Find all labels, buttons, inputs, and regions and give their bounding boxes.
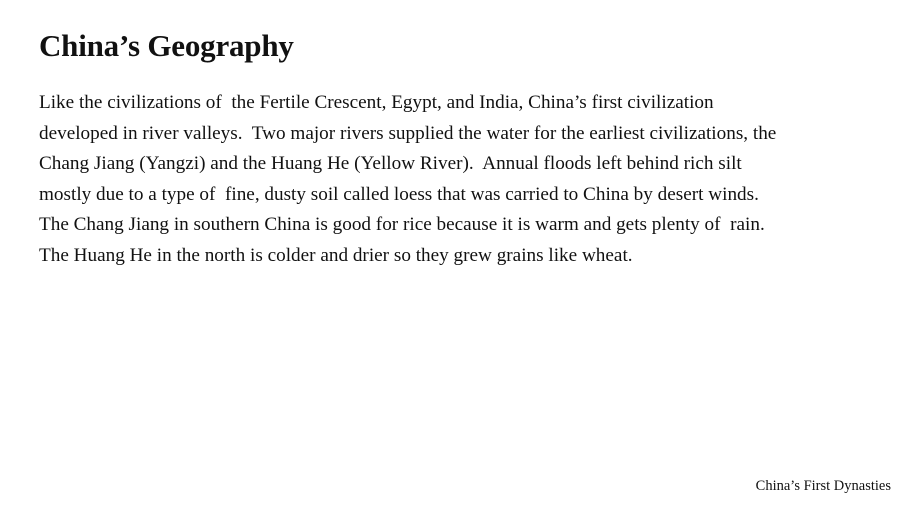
body-line: The Huang He in the north is colder and drier so they grew grains like wheat. [39,244,633,266]
body-line: developed in river valleys. Two major rivers supplied the water for the earliest civilizations, the [39,122,777,144]
slide-title: China’s Geography [39,28,294,63]
body-paragraph [39,88,879,271]
body-line: Like the civilizations of the Fertile Crescent, Egypt, and India, China’s first civilization [39,92,714,113]
body-line: The Chang Jiang in southern China is good for rice because it is warm and gets plenty of rain. [39,214,765,235]
body-line: mostly due to a type of fine, dusty soil called loess that was carried to China by desert winds. [39,183,759,205]
slide-footer: China’s First Dynasties [755,478,891,494]
body-line: Chang Jiang (Yangzi) and the Huang He (Yellow River). Annual floods left behind rich silt [39,153,742,174]
